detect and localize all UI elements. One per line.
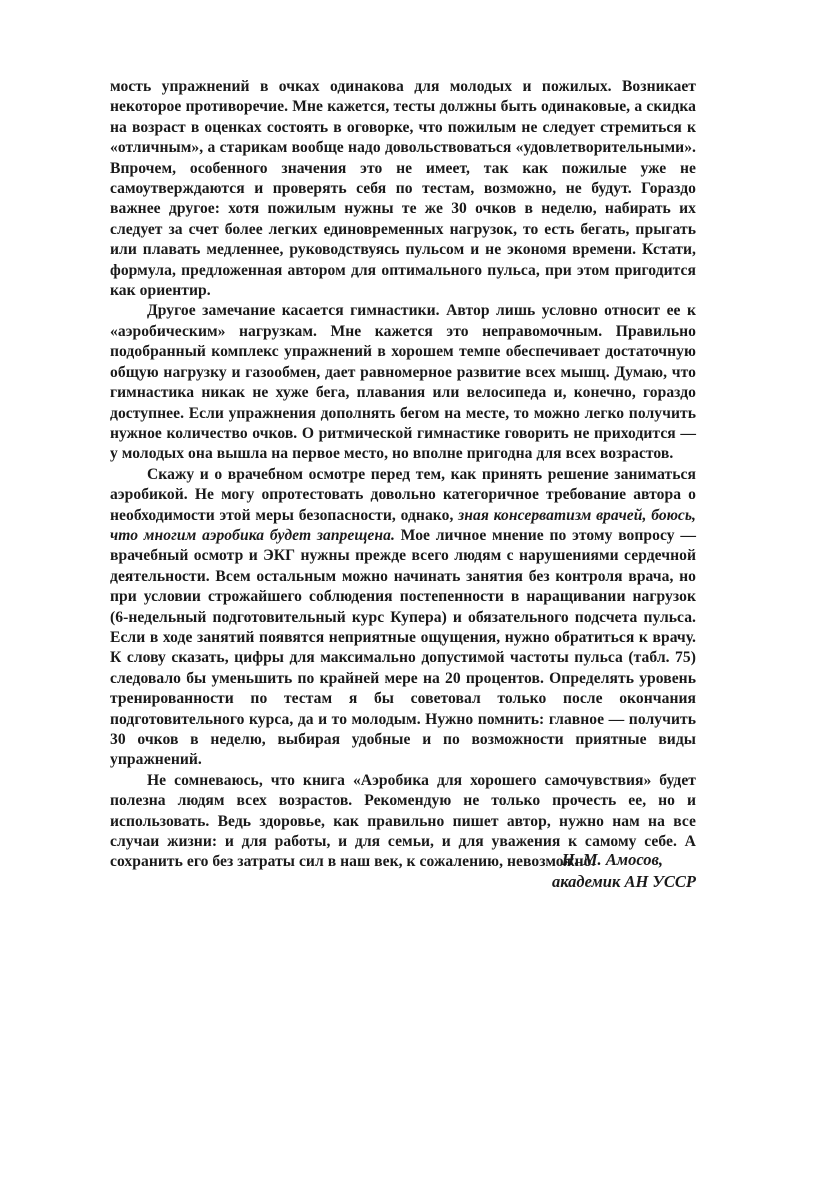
paragraph-1 (110, 77, 696, 301)
document-body (110, 77, 696, 873)
signature-title: академик АН УССР (551, 871, 696, 891)
paragraph-2-text: Другое замечание касается гимнастики. Автор лишь условно относит ее к «аэробическим» нагрузкам. Мне кажется это неправомочным. Правильно подобранный комплекс упражнений в хорошем темпе обеспечивает достаточную общую нагрузку и газообмен, дает равномерное развитие всех мышц. Думаю, что гимнастика никак не хуже бега, плавания или велосипеда и, конечно, гораздо доступнее. Если упражнения дополнять бегом на месте, то можно легко получить нужное количество очков. О ритмической гимнастике говорить не приходится — у молодых она вышла на первое место, но вполне пригодна для всех возрастов. (110, 302, 696, 463)
paragraph-1-text: мость упражнений в очках одинакова для молодых и пожилых. Возникает некоторое противоречие. Мне кажется, тесты должны быть одинаковые, а скидка на возраст в оценках состоять в оговорке, что пожилым не следует стремиться к «отличным», а старикам вообще надо довольствоваться «удовлетворительными». Впрочем, особенного значения это не имеет, так как пожилые уже не самоутверждаются и проверять себя по тестам, возможно, не будут. Гораздо важнее другое: хотя пожилым нужны те же 30 очков в неделю, набирать их следует за счет более легких единовременных нагрузок, то есть бегать, прыгать или плавать медленнее, руководствуясь пульсом и не экономя времени. Кстати, формула, предложенная автором для оптимального пульса, при этом пригодится как ориентир. (110, 78, 696, 300)
paragraph-4-text: Не сомневаюсь, что книга «Аэробика для хорошего самочувствия» будет полезна людям всех возрастов. Рекомендую не только прочесть ее, но и использовать. Ведь здоровье, как правильно пишет автор, нужно нам на все случаи жизни: и для работы, и для семьи, и для уважения к самому себе. А сохранить его без затраты сил в наш век, к сожалению, невозможно. (110, 771, 696, 871)
paragraph-3-italic-text: зная консерватизм врачей, боюсь, что многим аэробика будет запрещена. (110, 506, 696, 544)
signature-name: Н. М. Амосов, (561, 850, 663, 869)
paragraph-2 (110, 301, 696, 464)
paragraph-3 (110, 465, 696, 771)
paragraph-3-text-start: Скажу и о врачебном осмотре перед тем, как принять решение заниматься аэробикой. Не могу опротестовать довольно категоричное требование автора о необходимости этой меры безопасности, однако, (110, 465, 696, 524)
signature-block (110, 849, 696, 892)
paragraph-3-text-end: Мое личное мнение по этому вопросу — врачебный осмотр и ЭКГ нужны прежде всего людям с нарушениями сердечной деятельности. Всем остальным можно начинать занятия без контроля врача, но при условии строжайшего соблюдения постепенности в наращивании нагрузок (6-недельный подготовительный курс Купера) и обязательного подсчета пульса. Если в ходе занятий появятся неприятные ощущения, нужно обратиться к врачу. К слову сказать, цифры для максимально допустимой частоты пульса (табл. 75) следовало бы уменьшить по крайней мере на 20 процентов. Определять уровень тренированности по тестам я бы советовал только после окончания подготовительного курса, да и то молодым. Нужно помнить: главное — получить 30 очков в неделю, выбирая удобные и по возможности приятные виды упражнений. (110, 526, 696, 769)
